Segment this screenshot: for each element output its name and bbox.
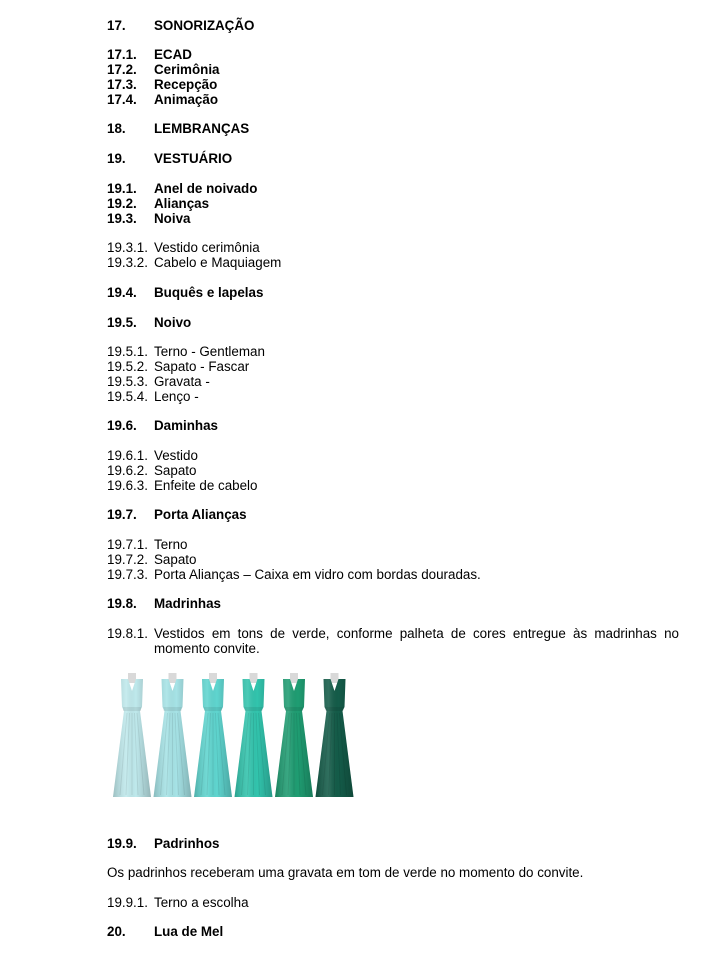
dress-figure	[275, 673, 313, 797]
item-text: Gravata -	[154, 374, 210, 389]
item-text: Sapato	[154, 552, 197, 567]
item-number: 19.3.2.	[107, 255, 148, 270]
item-text: ECAD	[154, 47, 192, 62]
dress-figure	[154, 673, 192, 797]
section-heading-18	[107, 121, 679, 136]
list-item-19-9-1	[107, 895, 679, 910]
item-number: 19.4.	[107, 285, 137, 300]
dress-figure	[235, 673, 273, 797]
list-item-19-9	[107, 836, 679, 851]
list-item-19-5-2	[107, 359, 679, 374]
dress-figure	[194, 673, 232, 797]
item-text: Daminhas	[154, 418, 218, 433]
item-number: 19.6.2.	[107, 463, 148, 478]
list-item-19-4	[107, 285, 679, 300]
item-number: 19.9.1.	[107, 895, 148, 910]
list-item-19-8-1	[107, 626, 679, 656]
item-number: 19.7.	[107, 507, 137, 522]
item-number: 19.8.1.	[107, 626, 148, 641]
item-number: 19.6.3.	[107, 478, 148, 493]
list-item-17-1	[107, 47, 679, 62]
item-text: Sapato	[154, 463, 197, 478]
list-item-19-5-3	[107, 374, 679, 389]
section-heading-17	[107, 18, 679, 33]
item-number: 19.7.1.	[107, 537, 148, 552]
item-text: Vestidos em tons de verde, conforme palheta de cores entregue às madrinhas no momento convite.	[154, 626, 679, 656]
item-text: Vestido	[154, 448, 198, 463]
item-number: 17.1.	[107, 47, 137, 62]
item-number: 19.5.4.	[107, 389, 148, 404]
section-heading-20	[107, 924, 679, 939]
item-text: Recepção	[154, 77, 218, 92]
item-text: Noivo	[154, 315, 192, 330]
item-number: 19.7.2.	[107, 552, 148, 567]
list-item-19-6-3	[107, 478, 679, 493]
item-number: 19.8.	[107, 596, 137, 611]
list-item-19-6-1	[107, 448, 679, 463]
list-item-19-5-4	[107, 389, 679, 404]
item-number: 19.3.1.	[107, 240, 148, 255]
item-text: Cerimônia	[154, 62, 220, 77]
list-item-19-6	[107, 418, 679, 433]
item-text: Sapato - Fascar	[154, 359, 250, 374]
item-text: SONORIZAÇÃO	[154, 18, 255, 33]
item-text: Noiva	[154, 211, 191, 226]
list-item-19-3-2	[107, 255, 679, 270]
paragraph-padrinhos: Os padrinhos receberam uma gravata em tom de verde no momento do convite.	[107, 865, 584, 880]
list-item-19-5-1	[107, 344, 679, 359]
item-text: Enfeite de cabelo	[154, 478, 258, 493]
list-item-19-2	[107, 196, 679, 211]
item-number: 19.5.1.	[107, 344, 148, 359]
item-number: 17.2.	[107, 62, 137, 77]
item-number: 19.6.	[107, 418, 137, 433]
item-text: Buquês e lapelas	[154, 285, 264, 300]
item-text: Porta Alianças	[154, 507, 247, 522]
item-text: Cabelo e Maquiagem	[154, 255, 282, 270]
dress-figure	[113, 673, 151, 797]
list-item-17-3	[107, 77, 679, 92]
item-text: Anel de noivado	[154, 181, 258, 196]
list-item-19-7	[107, 507, 679, 522]
item-number: 19.5.2.	[107, 359, 148, 374]
list-item-19-1	[107, 181, 679, 196]
item-number: 18.	[107, 121, 126, 136]
item-number: 17.	[107, 18, 126, 33]
item-number: 19.9.	[107, 836, 137, 851]
item-number: 19.3.	[107, 211, 137, 226]
item-number: 19.6.1.	[107, 448, 148, 463]
list-item-19-8	[107, 596, 679, 611]
item-text: VESTUÁRIO	[154, 151, 233, 166]
item-text: Terno	[154, 537, 188, 552]
item-number: 19.1.	[107, 181, 137, 196]
list-item-19-7-3	[107, 567, 679, 582]
list-item-19-6-2	[107, 463, 679, 478]
list-item-17-2	[107, 62, 679, 77]
list-item-19-7-1	[107, 537, 679, 552]
item-text: Porta Alianças – Caixa em vidro com bordas douradas.	[154, 567, 481, 582]
item-number: 19.5.	[107, 315, 137, 330]
list-item-19-5	[107, 315, 679, 330]
item-text: Vestido cerimônia	[154, 240, 260, 255]
item-number: 19.2.	[107, 196, 137, 211]
item-text: Madrinhas	[154, 596, 221, 611]
item-number: 17.4.	[107, 92, 137, 107]
item-number: 19.	[107, 151, 126, 166]
item-text: Lenço -	[154, 389, 199, 404]
item-text: Terno a escolha	[154, 895, 249, 910]
item-text: Animação	[154, 92, 218, 107]
list-item-17-4	[107, 92, 679, 107]
item-number: 20.	[107, 924, 126, 939]
bridesmaid-dresses-image	[111, 671, 361, 801]
list-item-19-3	[107, 211, 679, 226]
list-item-19-7-2	[107, 552, 679, 567]
list-item-19-3-1	[107, 240, 679, 255]
dress-figure	[316, 673, 354, 797]
item-number: 19.5.3.	[107, 374, 148, 389]
item-text: Alianças	[154, 196, 210, 211]
item-text: LEMBRANÇAS	[154, 121, 250, 136]
item-text: Lua de Mel	[154, 924, 224, 939]
item-number: 19.7.3.	[107, 567, 148, 582]
item-number: 17.3.	[107, 77, 137, 92]
section-heading-19	[107, 151, 679, 166]
item-text: Padrinhos	[154, 836, 220, 851]
item-text: Terno - Gentleman	[154, 344, 265, 359]
